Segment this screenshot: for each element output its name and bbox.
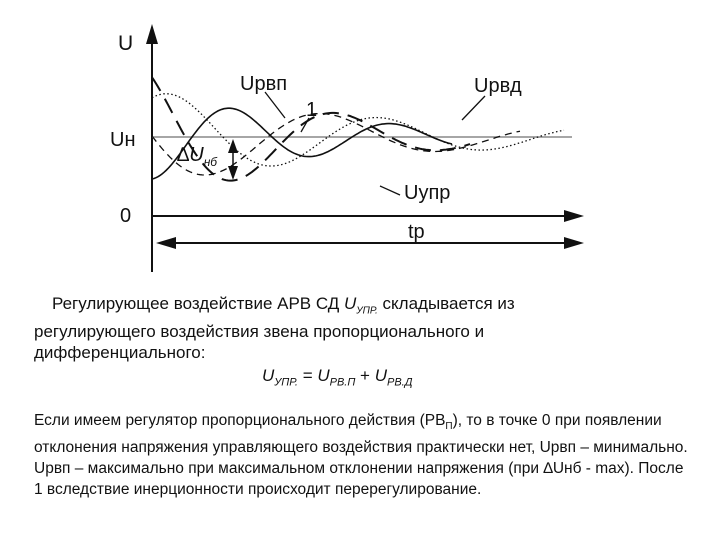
delta-label (177, 144, 218, 169)
p2-rest: ), то в точке 0 при появлении отклонения напряжения управляющего воздействия практически нет, Uрвп – минимально. Uрвп – максимально при максимальном отклонении напряжения (при ∆Uнб - max). После 1 вследствие инерционности происходит перерегулирование. (34, 412, 688, 499)
time-label: tр (408, 221, 425, 243)
p1-line2: регулирующего воздействия звена пропорционального и (34, 322, 485, 342)
point-1-label: 1 (306, 99, 318, 121)
time-span-arrow-left (156, 237, 176, 249)
leader-uupr (380, 186, 400, 195)
delta-subscript: нб (203, 155, 218, 169)
formula: $U_{УПР.} = U_{РВ.П} + U_{РВ.Д}$ (262, 366, 413, 389)
delta-arrow-down (228, 166, 238, 180)
time-span-arrow-right (564, 237, 584, 249)
p2-sub: П (445, 421, 453, 433)
curve-urvp-label: Uрвп (240, 73, 288, 95)
leader-urvp (265, 92, 285, 118)
curve-uupr-label: Uупр (404, 182, 451, 204)
zero-label: 0 (120, 205, 132, 227)
delta-symbol: ∆U (177, 144, 204, 166)
p1-line1-start: Регулирующее воздействие АРВ СД (52, 294, 344, 313)
level-label: Uн (110, 129, 136, 151)
x-axis-arrow (564, 210, 584, 222)
p1-line1-end: складывается из (377, 294, 515, 313)
p1-line3: дифференциального: (34, 343, 206, 363)
p2-start: Если имеем регулятор пропорционального действия (РВ (34, 412, 446, 429)
y-axis-arrow (146, 24, 158, 44)
curve-urvd-label: Uрвд (474, 75, 522, 97)
paragraph-explanation (34, 410, 694, 500)
p1-symbol: $U_{УПР.}$ (344, 294, 378, 317)
delta-arrow-up (228, 139, 238, 153)
leader-urvd (462, 96, 485, 120)
paragraph-intro (34, 293, 674, 363)
y-axis-label: U (118, 32, 134, 55)
